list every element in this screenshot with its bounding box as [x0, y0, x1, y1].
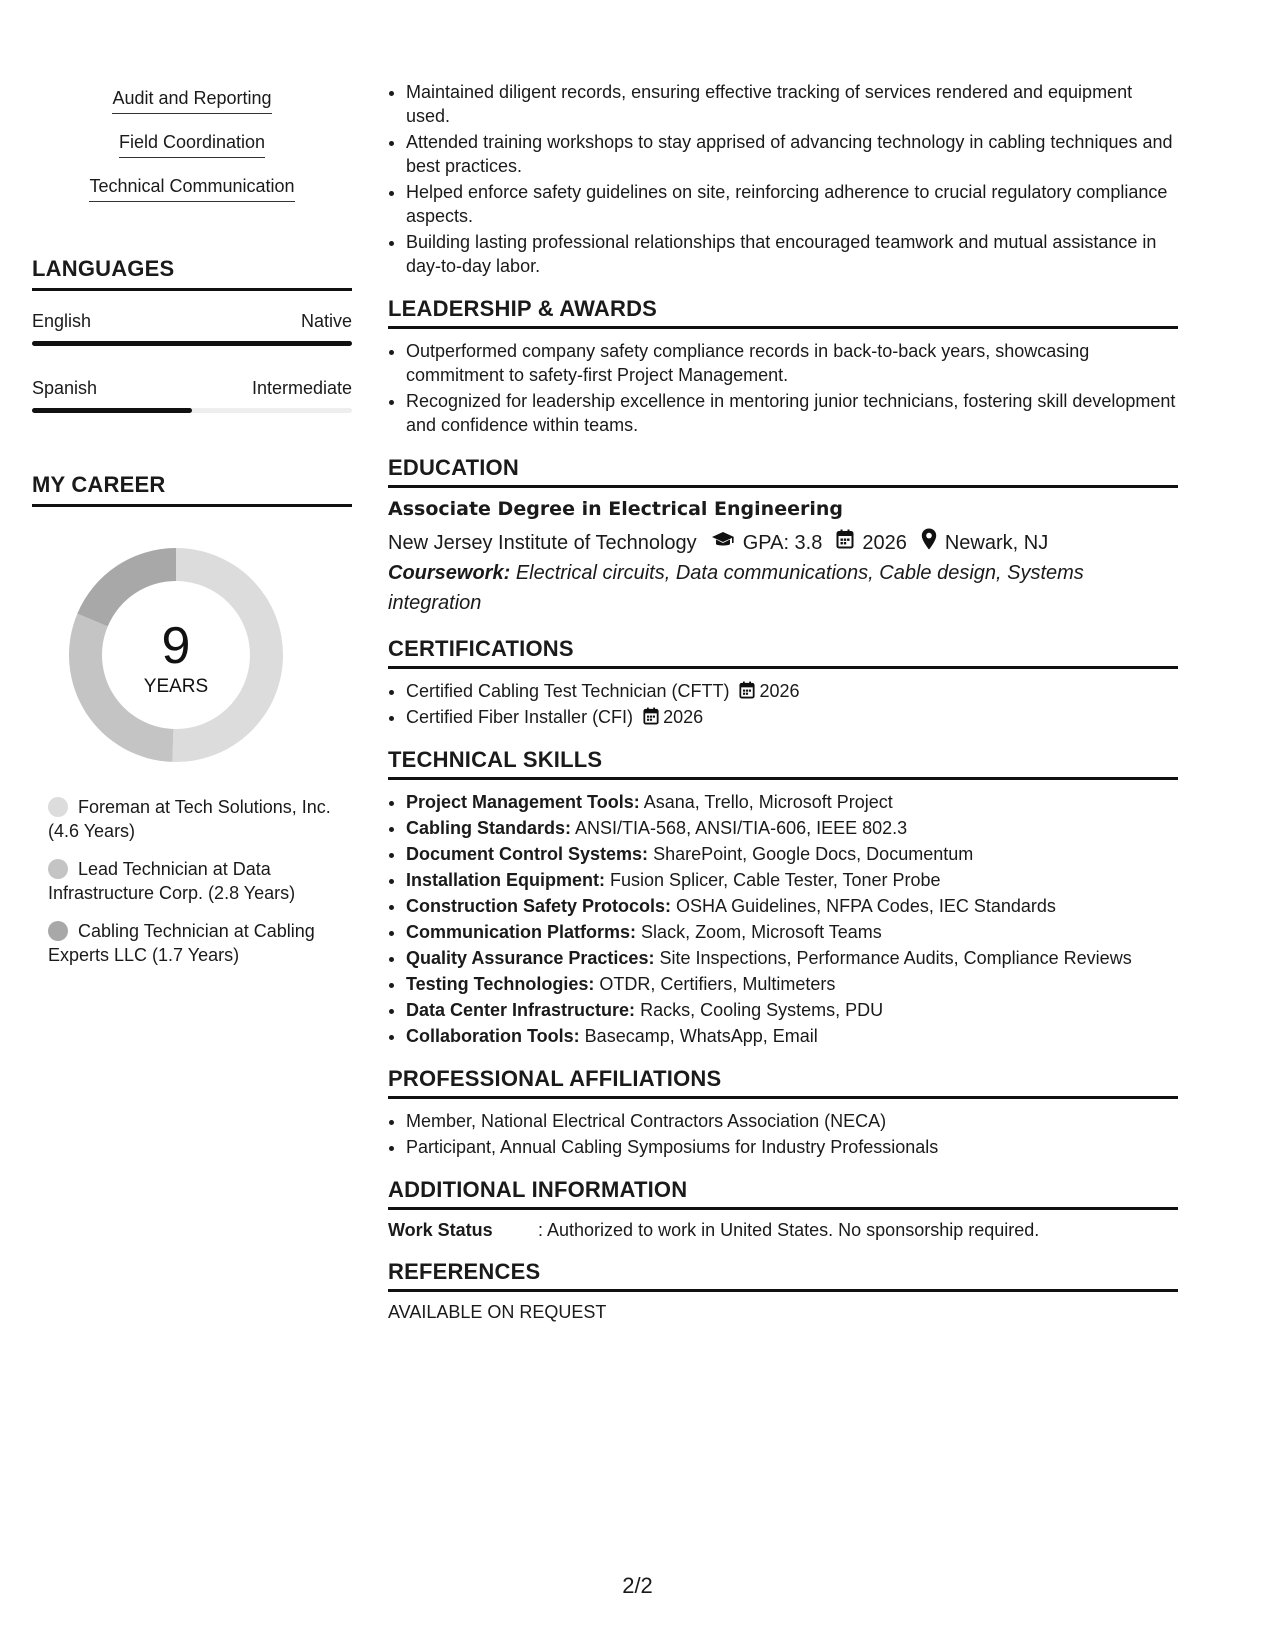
career-legend-label: Cabling Technician at Cabling Experts LLC (1.7 Years): [48, 921, 315, 965]
technical-skills-section: [388, 747, 1178, 1048]
list-item: • Attended training workshops to stay apprised of advancing technology in cabling techniques and best practices.: [406, 130, 1178, 178]
page-number: 2/2: [622, 1573, 653, 1598]
skill-value: Site Inspections, Performance Audits, Compliance Reviews: [659, 948, 1132, 968]
section-heading: REFERENCES: [388, 1259, 1178, 1292]
skill-value: Fusion Splicer, Cable Tester, Toner Probe: [610, 870, 941, 890]
leadership-section: [388, 296, 1178, 437]
coursework: [388, 558, 1178, 618]
skill-label: Data Center Infrastructure:: [406, 1000, 636, 1020]
certifications-section: [388, 636, 1178, 729]
references-text: AVAILABLE ON REQUEST: [388, 1302, 607, 1322]
section-heading: LEADERSHIP & AWARDS: [388, 296, 1178, 329]
list-item: • Maintained diligent records, ensuring effective tracking of services rendered and equipment used.: [406, 80, 1178, 128]
skill-item: [406, 972, 1178, 996]
career-heading: MY CAREER: [32, 472, 352, 507]
skill-value: Basecamp, WhatsApp, Email: [584, 1026, 818, 1046]
certification-year: 2026: [663, 707, 704, 727]
donut-slice: [77, 548, 176, 626]
career-total: 9: [161, 617, 191, 675]
skill-item: [406, 1024, 1178, 1048]
skill-label: Project Management Tools:: [406, 792, 640, 812]
languages-heading: LANGUAGES: [32, 256, 352, 291]
skill-item: [406, 842, 1178, 866]
donut-svg: [66, 545, 286, 765]
skill-value: OTDR, Certifiers, Multimeters: [599, 974, 836, 994]
skill-label: Document Control Systems:: [406, 844, 649, 864]
skill-label: Collaboration Tools:: [406, 1026, 580, 1046]
language-bar: [32, 341, 352, 346]
career-section: [32, 472, 352, 507]
work-status-row: [388, 1220, 1178, 1241]
skill-value: Asana, Trello, Microsoft Project: [643, 792, 893, 812]
location-pin-icon: [921, 528, 945, 558]
language-bar: [32, 408, 352, 413]
skill-tag: Audit and Reporting: [112, 88, 271, 114]
language-name: Spanish: [32, 378, 98, 398]
career-legend-label: Lead Technician at Data Infrastructure Corp. (2.8 Years): [48, 859, 296, 903]
certification-item: [406, 705, 1178, 729]
references-section: [388, 1259, 1178, 1323]
section-heading: PROFESSIONAL AFFILIATIONS: [388, 1066, 1178, 1099]
career-legend-item: [48, 919, 348, 967]
language-bar-fill: [32, 408, 192, 413]
skill-item: [406, 816, 1178, 840]
skill-label: Cabling Standards:: [406, 818, 572, 838]
certification-name: Certified Cabling Test Technician (CFTT): [406, 681, 730, 701]
graduation-year: 2026: [862, 532, 907, 554]
gpa: GPA: 3.8: [742, 532, 823, 554]
section-heading: EDUCATION: [388, 455, 1178, 488]
skill-item: [406, 998, 1178, 1022]
career-unit: YEARS: [143, 676, 209, 697]
calendar-icon: [643, 707, 659, 725]
skill-item: [406, 790, 1178, 814]
career-legend-item: [48, 857, 348, 905]
legend-dot: [48, 859, 68, 879]
section-heading: ADDITIONAL INFORMATION: [388, 1177, 1178, 1210]
career-legend: [48, 795, 348, 981]
work-status-label: Work Status: [388, 1220, 493, 1240]
list-item: • Recognized for leadership excellence in mentoring junior technicians, fostering skill development and confidence within teams.: [406, 389, 1178, 437]
graduation-cap-icon: [711, 529, 743, 557]
career-legend-label: Foreman at Tech Solutions, Inc. (4.6 Years): [48, 797, 331, 841]
language-level: Native: [300, 311, 352, 331]
coursework-label: Coursework:: [388, 562, 511, 584]
affiliations-section: [388, 1066, 1178, 1159]
education-details: [388, 528, 1178, 558]
language-bar-fill: [32, 341, 352, 346]
skill-value: Slack, Zoom, Microsoft Teams: [641, 922, 882, 942]
additional-info-section: [388, 1177, 1178, 1241]
skill-label: Communication Platforms:: [406, 922, 637, 942]
left-column: [32, 80, 352, 497]
section-heading: TECHNICAL SKILLS: [388, 747, 1178, 780]
list-item: • Helped enforce safety guidelines on site, reinforcing adherence to crucial regulatory compliance aspects.: [406, 180, 1178, 228]
skill-label: Installation Equipment:: [406, 870, 606, 890]
skill-label: Construction Safety Protocols:: [406, 896, 672, 916]
language-level: Intermediate: [251, 378, 352, 398]
list-item: • Outperformed company safety compliance records in back-to-back years, showcasing commitment to safety-first Project Management.: [406, 339, 1178, 387]
career-legend-item: [48, 795, 348, 843]
skill-item: [406, 946, 1178, 970]
list-item: • Member, National Electrical Contractors Association (NECA): [406, 1109, 1178, 1133]
calendar-icon: [739, 681, 755, 699]
skill-value: OSHA Guidelines, NFPA Codes, IEC Standards: [676, 896, 1056, 916]
language-item: [32, 311, 352, 346]
certification-name: Certified Fiber Installer (CFI): [406, 707, 634, 727]
work-status-value: : Authorized to work in United States. No sponsorship required.: [538, 1220, 1040, 1240]
skill-tag: Technical Communication: [89, 176, 294, 202]
section-heading: CERTIFICATIONS: [388, 636, 1178, 669]
coursework-list: Electrical circuits, Data communications, Cable design, Systems integration: [388, 562, 1084, 614]
skill-value: Racks, Cooling Systems, PDU: [640, 1000, 884, 1020]
certification-item: [406, 679, 1178, 703]
skill-value: SharePoint, Google Docs, Documentum: [653, 844, 974, 864]
skill-tag: Field Coordination: [119, 132, 265, 158]
skill-tags: [32, 80, 352, 212]
skill-item: [406, 894, 1178, 918]
right-column: [388, 80, 1178, 1323]
skill-item: [406, 920, 1178, 944]
list-item: • Building lasting professional relationships that encouraged teamwork and mutual assistance in day-to-day labor.: [406, 230, 1178, 278]
skill-label: Quality Assurance Practices:: [406, 948, 655, 968]
certification-year: 2026: [759, 681, 800, 701]
languages-section: [32, 256, 352, 413]
skill-item: [406, 868, 1178, 892]
language-item: [32, 378, 352, 413]
legend-dot: [48, 797, 68, 817]
calendar-icon: [836, 529, 862, 557]
language-name: English: [32, 311, 92, 331]
school-location: Newark, NJ: [944, 532, 1049, 554]
list-item: • Participant, Annual Cabling Symposiums for Industry Professionals: [406, 1135, 1178, 1159]
degree-title: Associate Degree in Electrical Engineering: [388, 498, 843, 520]
legend-dot: [48, 921, 68, 941]
education-section: [388, 455, 1178, 618]
skill-value: ANSI/TIA-568, ANSI/TIA-606, IEEE 802.3: [575, 818, 908, 838]
experience-bullets: [388, 80, 1178, 278]
school-name: New Jersey Institute of Technology: [388, 532, 697, 554]
career-donut-chart: [32, 545, 352, 785]
skill-label: Testing Technologies:: [406, 974, 595, 994]
